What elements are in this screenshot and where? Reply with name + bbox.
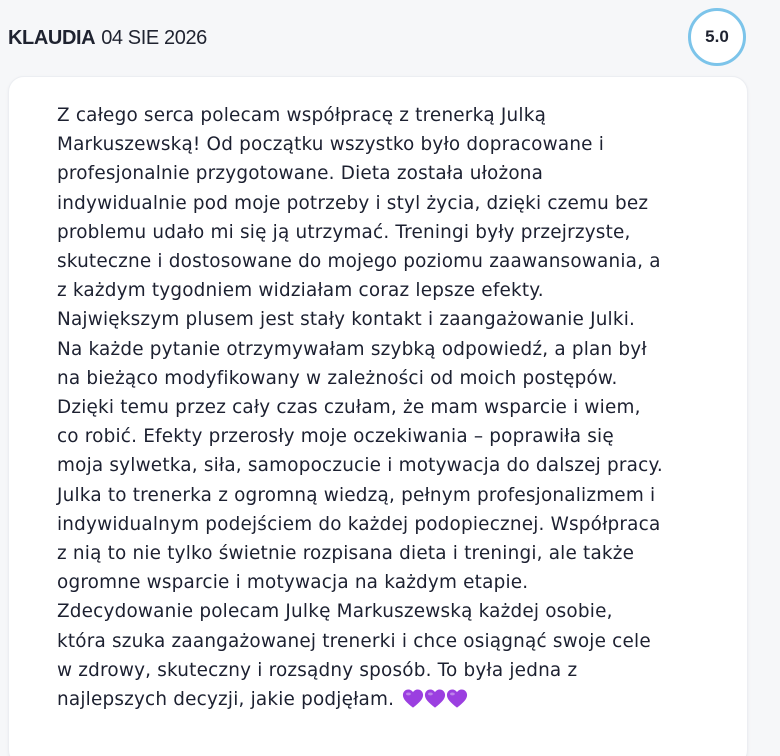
review-body: Z całego serca polecam współpracę z trenerką Julką Markuszewską! Od początku wszystko było dopracowane i profesjonalnie przygotowane. Dieta została ułożona indywidualnie pod moje potrzeby i styl życia, dzięki czemu bez problemu udało mi się ją utrzymać. Treningi były przejrzyste, skuteczne i dostosowane do mojego poziomu zaawansowania, a z każdym tygodniem widziałam coraz lepsze efekty. Największym plusem jest stały kontakt i zaangażowanie Julki. Na każde pytanie otrzymywałam szybką odpowiedź, a plan był na bieżąco modyfikowany w zależności od moich postępów. Dzięki temu przez cały czas czułam, że mam wsparcie i wiem, co robić. Efekty przerosły moje oczekiwania – poprawiła się moja sylwetka, siła, samopoczucie i motywacja do dalszej pracy. Julka to trenerka z ogromną wiedzą, pełnym profesjonalizmem i indywidualnym podejściem do każdej podopiecznej. Współpraca z nią to nie tylko świetnie rozpisana dieta i treningi, ale także ogromne wsparcie i motywacja na każdym etapie. Zdecydowanie polecam Julkę Markuszewską każdej osobie, która szuka zaangażowanej trenerki i chce osiągnąć swoje cele w zdrowy, skuteczny i rozsądny sposób. To była jedna z najlepszych decyzji, jakie podjęłam.	[57, 105, 663, 711]
hearts-emoji	[402, 688, 468, 709]
review-text	[57, 101, 715, 714]
purple-heart-icon	[446, 688, 468, 709]
purple-heart-icon	[402, 688, 424, 709]
review-author: KLAUDIA	[8, 26, 96, 49]
purple-heart-icon	[424, 688, 446, 709]
rating-badge: 5.0	[688, 8, 746, 66]
review-header	[8, 24, 207, 52]
review-date: 04 SIE 2026	[101, 26, 207, 49]
review-card	[8, 76, 748, 756]
